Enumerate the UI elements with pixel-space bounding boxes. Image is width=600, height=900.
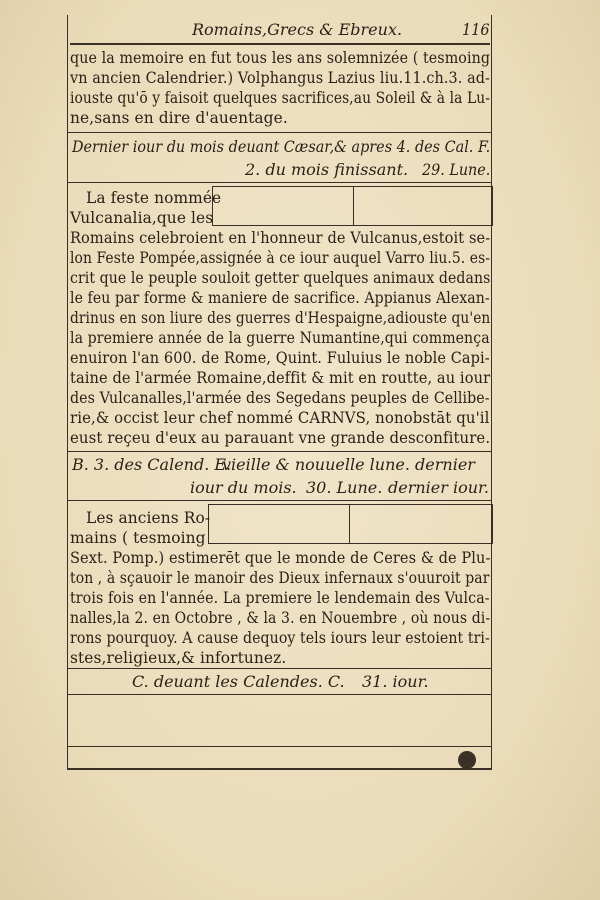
text-line: Vulcanalia,que les: [70, 209, 214, 227]
text-line: taine de l'armée Romaine,deffit & mit en routte, au iour: [70, 369, 491, 387]
ink-blot: [458, 751, 476, 769]
frame-right-line: [491, 15, 492, 770]
text-line: stes,religieux,& infortunez.: [70, 649, 287, 667]
text-line: le feu par forme & maniere de sacrifice. Appianus Alexan-: [70, 289, 490, 307]
calendar-rule: [68, 182, 492, 183]
text-line: la premiere année de la guerre Numantine,qui commença: [70, 329, 490, 347]
calendar-heading: Dernier iour du mois deuant Cæsar,& apres 4. des Cal. F.: [72, 137, 491, 156]
text-line: enuiron l'an 600. de Rome, Quint. Fuluius le noble Capi-: [70, 349, 490, 367]
calendar-heading: 31. iour.: [362, 672, 429, 691]
header-rule: [70, 43, 490, 45]
calendar-rule: [68, 694, 492, 695]
calendar-heading: 30. Lune.: [306, 478, 383, 497]
calendar-heading: B. 3. des Calend. E.: [72, 455, 232, 474]
text-line: Les anciens Ro-: [86, 509, 211, 527]
empty-box: [348, 504, 493, 544]
text-line: que la memoire en fut tous les ans solemnizée ( tesmoing: [70, 49, 491, 67]
frame-left-line: [67, 15, 68, 770]
text-line: vn ancien Calendrier.) Volphangus Lazius liu.11.ch.3. ad-: [70, 69, 490, 87]
footer-rule: [68, 768, 492, 770]
text-line: Romains celebroient en l'honneur de Vulcanus,estoit se-: [70, 229, 491, 247]
calendar-heading: iour du mois.: [190, 478, 297, 497]
calendar-heading: 2. du mois finissant.: [245, 160, 409, 179]
text-line: La feste nommée: [86, 189, 222, 207]
calendar-heading: vieille & nouuelle lune. dernier: [222, 455, 475, 474]
calendar-rule: [68, 451, 492, 452]
text-line: eust reçeu d'eux au parauant vne grande desconfiture.: [70, 429, 491, 447]
calendar-rule: [68, 668, 492, 669]
text-line: ne,sans en dire d'auentage.: [70, 109, 288, 127]
text-line: ton , à sçauoir le manoir des Dieux infernaux s'ouuroit par: [70, 569, 490, 587]
page-number: 116: [462, 20, 490, 39]
text-line: nalles,la 2. en Octobre , & la 3. en Nouembre , où nous di-: [70, 609, 491, 627]
text-line: des Vulcanalles,l'armée des Segedans peuples de Cellibe-: [70, 389, 490, 407]
empty-box: [352, 186, 493, 226]
empty-box: [208, 504, 350, 544]
calendar-rule: [68, 746, 492, 747]
running-title: Romains,Grecs & Ebreux.: [192, 20, 403, 39]
calendar-rule: [68, 500, 492, 501]
calendar-heading: dernier iour.: [388, 478, 490, 497]
calendar-heading: 29. Lune.: [422, 160, 491, 179]
text-line: Sext. Pomp.) estimerēt que le monde de Ceres & de Plu-: [70, 549, 491, 567]
empty-box: [212, 186, 354, 226]
text-line: lon Feste Pompée,assignée à ce iour auquel Varro liu.5. es-: [70, 249, 491, 267]
calendar-rule: [68, 132, 492, 133]
text-line: trois fois en l'année. La premiere le lendemain des Vulca-: [70, 589, 490, 607]
text-line: drinus en son liure des guerres d'Hespaigne,adiouste qu'en: [70, 309, 491, 327]
text-line: mains ( tesmoing: [70, 529, 206, 547]
text-line: iouste qu'ō y faisoit quelques sacrifices,au Soleil & à la Lu-: [70, 89, 491, 107]
text-line: rons pourquoy. A cause dequoy tels iours leur estoient tri-: [70, 629, 490, 647]
text-line: rie,& occist leur chef nommé CARNVS, nonobstāt qu'il: [70, 409, 490, 427]
calendar-heading: C. deuant les Calendes. C.: [132, 672, 345, 691]
text-line: crit que le peuple souloit getter quelques animaux dedans: [70, 269, 491, 287]
